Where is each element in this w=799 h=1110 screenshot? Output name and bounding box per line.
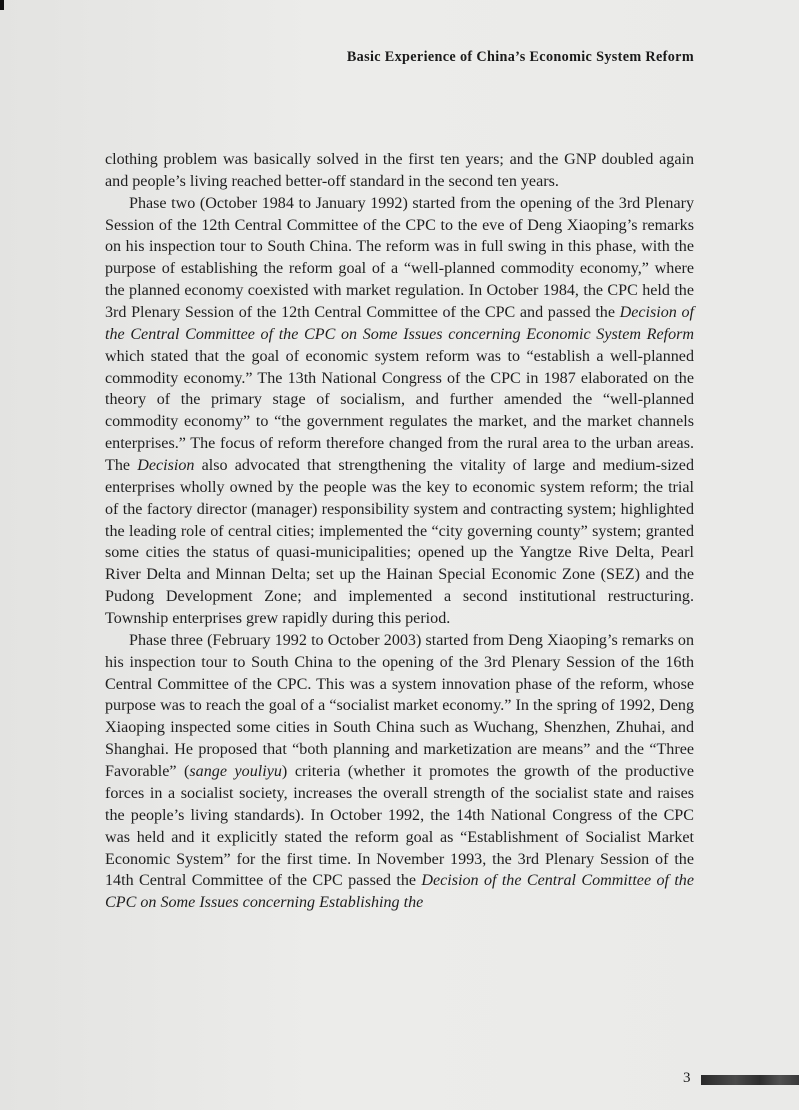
body-text	[105, 149, 694, 914]
text-segment: also advocated that strengthening the vitality of large and medium-sized enterprises wholly owned by the people was the key to economic system reform; the trial of the factory director (manager) responsibility system and contracting system; highlighted the leading role of central cities; implemented the “city governing county” system; granted some cities the status of quasi-municipalities; opened up the Yangtze Rive Delta, Pearl River Delta and Minnan Delta; set up the Hainan Special Economic Zone (SEZ) and the Pudong Development Zone; and implemented a second institutional restructuring. Township enterprises grew rapidly during this period.	[105, 457, 694, 628]
italic-text-segment: Decision of the Central Committee of the CPC on Some Issues concerning Establishing the	[105, 872, 694, 912]
paragraph	[105, 193, 694, 630]
corner-mark	[0, 0, 4, 10]
text-segment: Phase two (October 1984 to January 1992) started from the opening of the 3rd Plenary Session of the 12th Central Committee of the CPC to the eve of Deng Xiaoping’s remarks on his inspection tour to South China. The reform was in full swing in this phase, with the purpose of establishing the reform goal of a “well-planned commodity economy,” where the planned economy coexisted with market regulation. In October 1984, the CPC held the 3rd Plenary Session of the 12th Central Committee of the CPC and passed the	[105, 194, 694, 322]
paragraph	[105, 149, 694, 193]
text-segment: ) criteria (whether it promotes the growth of the productive forces in a socialist society, increases the overall strength of the socialist state and raises the people’s living standards). In October 1992, the 14th National Congress of the CPC was held and it explicitly stated the reform goal as “Establishment of Socialist Market Economic System” for the first time. In November 1993, the 3rd Plenary Session of the 14th Central Committee of the CPC passed the	[105, 763, 694, 890]
italic-text-segment: Decision of the Central Committee of the CPC on Some Issues concerning Economic System Reform	[105, 304, 694, 343]
text-segment: which stated that the goal of economic system reform was to “establish a well-planned commodity economy.” The 13th National Congress of the CPC in 1987 elaborated on the theory of the primary stage of socialism, and further amended the “well-planned commodity economy” to “the government regulates the market, and the market channels enterprises.” The focus of reform therefore changed from the rural area to the urban areas. The	[105, 347, 694, 475]
text-segment: clothing problem was basically solved in the first ten years; and the GNP doubled again and people’s living reached better-off standard in the second ten years.	[105, 151, 694, 190]
page-number: 3	[683, 1070, 691, 1086]
italic-text-segment: Decision	[137, 457, 195, 475]
running-header: Basic Experience of China’s Economic System Reform	[346, 49, 694, 65]
italic-text-segment: sange youliyu	[189, 763, 282, 781]
paragraph	[105, 630, 694, 914]
footer-bar	[701, 1075, 799, 1085]
text-segment: Phase three (February 1992 to October 2003) started from Deng Xiaoping’s remarks on his inspection tour to South China to the opening of the 3rd Plenary Session of the 16th Central Committee of the CPC. This was a system innovation phase of the reform, whose purpose was to reach the goal of a “socialist market economy.” In the spring of 1992, Deng Xiaoping inspected some cities in South China such as Wuchang, Shenzhen, Zhuhai, and Shanghai. He proposed that “both planning and marketization are means” and the “Three Favorable” (	[105, 631, 694, 781]
